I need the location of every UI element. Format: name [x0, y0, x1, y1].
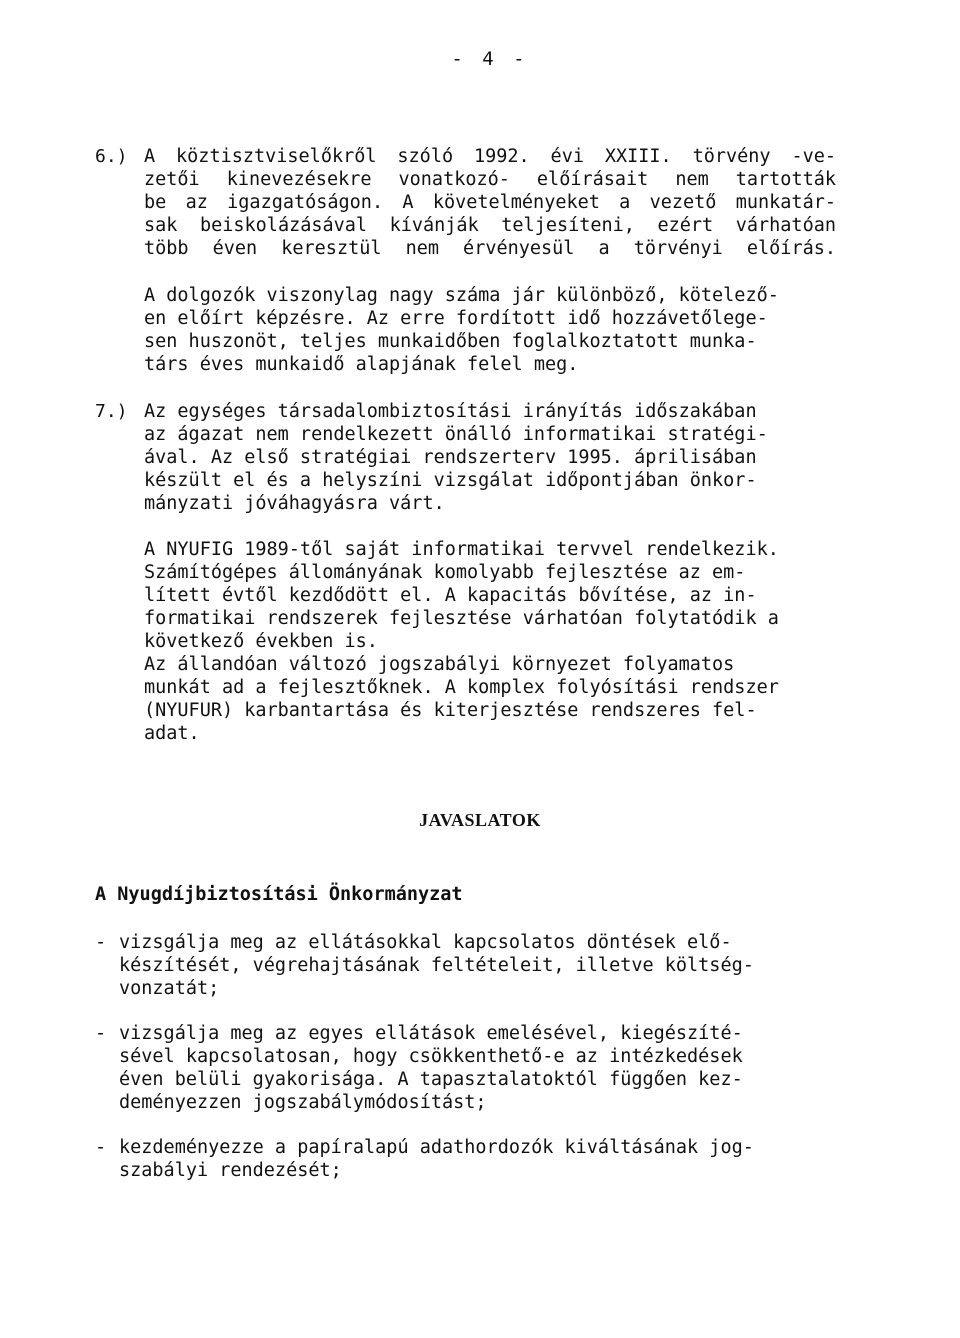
text-line: társ éves munkaidő alapjának felel meg. — [144, 354, 579, 375]
recommendation-item-1 — [119, 931, 836, 1000]
text-line: éven belüli gyakorisága. A tapasztalatoktól függően kez- — [119, 1069, 743, 1090]
text-line: Az állandóan változó jogszabályi környezet folyamatos — [144, 654, 735, 675]
text-line: formatikai rendszerek fejlesztése várhatóan folytatódik a — [144, 608, 779, 629]
text-line: sen huszonöt, teljes munkaidőben foglalkoztatott munka- — [144, 331, 757, 352]
section-7-number: 7.) — [95, 401, 128, 422]
bullet-dash: - — [95, 1023, 107, 1044]
section-6-paragraph-1 — [144, 145, 836, 260]
text-line: A köztisztviselőkről szóló 1992. évi XXIII. törvény -ve- — [144, 146, 836, 167]
text-line: kezdeményezze a papíralapú adathordozók kiváltásának jog- — [119, 1137, 754, 1158]
bullet-dash: - — [95, 932, 107, 953]
text-line: következő években is. — [144, 631, 378, 652]
section-7-paragraph-3 — [144, 653, 836, 745]
text-line: ával. Az első stratégiai rendszerterv 1995. áprilisában — [144, 447, 757, 468]
text-line: A NYUFIG 1989-től saját informatikai tervvel rendelkezik. — [144, 539, 779, 560]
text-line: szabályi rendezését; — [119, 1160, 342, 1181]
bullet-dash: - — [95, 1137, 107, 1158]
section-7-paragraph-1 — [144, 400, 836, 515]
text-line: készült el és a helyszíni vizsgálat időpontjában önkor- — [144, 470, 757, 491]
text-line: deményezzen jogszabálymódosítást; — [119, 1092, 487, 1113]
text-line: több éven keresztül nem érvényesül a törvényi előírás. — [144, 238, 836, 259]
text-line: en előírt képzésre. Az erre fordított idő hozzávetőlege- — [144, 308, 768, 329]
recommendations-subheading: A Nyugdíjbiztosítási Önkormányzat — [95, 884, 463, 905]
text-line: zetői kinevezésekre vonatkozó- előírásait nem tartották — [144, 169, 836, 190]
text-line: vizsgálja meg az egyes ellátások emelésével, kiegészíté- — [119, 1023, 743, 1044]
text-line: munkát ad a fejlesztőknek. A komplex folyósítási rendszer — [144, 677, 779, 698]
text-line: készítését, végrehajtásának feltételeit, illetve költség- — [119, 955, 754, 976]
text-line: az ágazat nem rendelkezett önálló informatikai stratégi- — [144, 424, 768, 445]
text-line: be az igazgatóságon. A követelményeket a vezető munkatár- — [144, 192, 836, 213]
text-line: lített évtől kezdődött el. A kapacitás bővítése, az in- — [144, 585, 757, 606]
section-7-paragraph-2 — [144, 538, 836, 653]
text-line: (NYUFUR) karbantartása és kiterjesztése rendszeres fel- — [144, 700, 757, 721]
text-line: Az egységes társadalombiztosítási irányítás időszakában — [144, 401, 757, 422]
page-number: - 4 - — [451, 48, 529, 70]
text-line: adat. — [144, 723, 200, 744]
text-line: A dolgozók viszonylag nagy száma jár különböző, kötelező- — [144, 285, 779, 306]
text-line: vizsgálja meg az ellátásokkal kapcsolatos döntések elő- — [119, 932, 732, 953]
text-line: sak beiskolázásával kívánják teljesíteni, ezért várhatóan — [144, 215, 836, 236]
recommendation-item-2 — [119, 1022, 836, 1114]
section-6-number: 6.) — [95, 146, 128, 167]
text-line: vonzatát; — [119, 978, 220, 999]
text-line: sével kapcsolatosan, hogy csökkenthető-e az intézkedések — [119, 1046, 743, 1067]
recommendation-item-3 — [119, 1136, 836, 1182]
section-heading: JAVASLATOK — [419, 810, 541, 830]
text-line: Számítógépes állományának komolyabb fejlesztése az em- — [144, 562, 746, 583]
text-line: mányzati jóváhagyásra várt. — [144, 493, 445, 514]
section-6-paragraph-2 — [144, 284, 836, 376]
